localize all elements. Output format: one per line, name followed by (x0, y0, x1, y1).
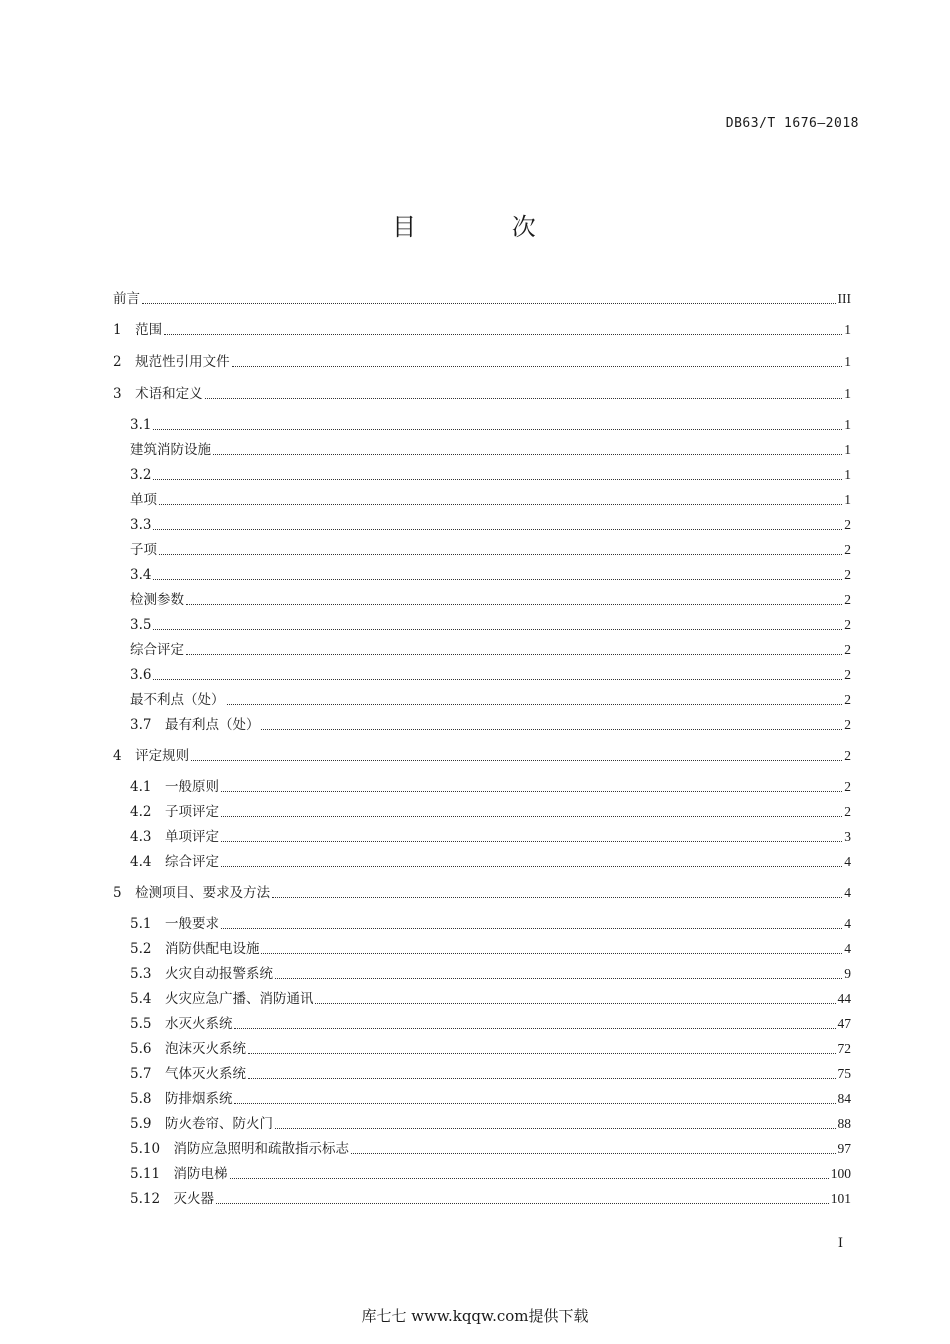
toc-entry-page: 1 (844, 417, 851, 432)
toc-entry-page: 4 (844, 854, 851, 869)
toc-entry-page: 2 (844, 717, 851, 732)
toc-entry-label: 5.10 消防应急照明和疏散指示标志 (130, 1141, 350, 1157)
toc-leader-dots (315, 1002, 835, 1004)
toc-leader-dots (248, 1052, 836, 1054)
toc-leader-dots (221, 815, 842, 817)
toc-entry[interactable] (130, 687, 851, 709)
toc-entry-label: 5.2 消防供配电设施 (130, 941, 260, 957)
toc-entry-page: 4 (844, 916, 851, 931)
toc-leader-dots (186, 653, 842, 655)
toc-leader-dots (153, 478, 842, 480)
toc-entry-page: 97 (837, 1141, 851, 1156)
toc-entry[interactable] (130, 1036, 851, 1058)
toc-entry[interactable] (113, 743, 851, 765)
toc-entry[interactable] (130, 637, 851, 659)
toc-entry[interactable] (113, 381, 851, 403)
toc-entry-page: 1 (844, 442, 851, 457)
toc-leader-dots (227, 703, 843, 705)
toc-leader-dots (230, 1177, 829, 1179)
toc-leader-dots (221, 840, 842, 842)
toc-leader-dots (142, 302, 836, 304)
toc-leader-dots (186, 603, 842, 605)
toc-leader-dots (234, 1102, 835, 1104)
toc-entry[interactable] (130, 936, 851, 958)
toc-entry-page: 2 (844, 804, 851, 819)
toc-entry-page: 2 (844, 642, 851, 657)
toc-entry-page: 2 (844, 667, 851, 682)
toc-entry-label: 5.11 消防电梯 (130, 1166, 228, 1182)
toc-entry-page: 2 (844, 542, 851, 557)
toc-leader-dots (248, 1077, 836, 1079)
toc-leader-dots (153, 428, 842, 430)
toc-leader-dots (164, 333, 842, 335)
toc-entry[interactable] (130, 487, 851, 509)
toc-entry-page: 2 (844, 748, 851, 763)
toc-entry-label: 3.1 (130, 417, 152, 433)
toc-entry-label: 3.6 (130, 667, 152, 683)
toc-entry-page: 4 (844, 941, 851, 956)
toc-leader-dots (221, 790, 842, 792)
toc-entry-page: 2 (844, 617, 851, 632)
page-number: I (837, 1236, 843, 1251)
toc-entry-page: 44 (837, 991, 851, 1006)
toc-entry-page: 2 (844, 517, 851, 532)
toc-entry-label: 5 检测项目、要求及方法 (113, 885, 271, 901)
toc-entry-label: 3.2 (130, 467, 152, 483)
toc-entry[interactable] (130, 1111, 851, 1133)
toc-entry-label: 4.3 单项评定 (130, 829, 219, 845)
toc-entry-label: 3.4 (130, 567, 152, 583)
toc-leader-dots (159, 503, 842, 505)
toc-leader-dots (153, 578, 842, 580)
toc-entry-page: 101 (830, 1191, 851, 1206)
toc-entry-page: 1 (844, 386, 851, 401)
toc-entry-page: 9 (844, 966, 851, 981)
toc-leader-dots (153, 528, 842, 530)
toc-entry[interactable] (130, 562, 851, 584)
toc-entry[interactable] (130, 911, 851, 933)
toc-entry-page: 84 (837, 1091, 851, 1106)
toc-entry[interactable] (130, 537, 851, 559)
toc-leader-dots (221, 865, 842, 867)
toc-entry-page: 1 (844, 492, 851, 507)
toc-entry-page: 47 (837, 1016, 851, 1031)
toc-entry-label: 3.3 (130, 517, 152, 533)
toc-entry-page: 88 (837, 1116, 851, 1131)
toc-entry[interactable] (130, 774, 851, 796)
toc-entry-label: 3.7 最有利点（处） (130, 717, 260, 733)
toc-entry-label: 4.1 一般原则 (130, 779, 219, 795)
toc-entry[interactable] (130, 612, 851, 634)
toc-entry[interactable] (130, 437, 851, 459)
toc-leader-dots (221, 927, 842, 929)
toc-entry[interactable] (113, 317, 851, 339)
toc-entry[interactable] (113, 286, 851, 308)
toc-entry-label: 5.4 火灾应急广播、消防通讯 (130, 991, 314, 1007)
toc-entry-page: 75 (837, 1066, 851, 1081)
toc-entry[interactable] (130, 712, 851, 734)
toc-entry[interactable] (130, 587, 851, 609)
toc-entry-label: 最不利点（处） (130, 692, 225, 708)
toc-entry-page: 1 (844, 322, 851, 337)
toc-entry-label: 3.5 (130, 617, 152, 633)
toc-entry[interactable] (130, 986, 851, 1008)
toc-entry-label: 4 评定规则 (113, 748, 190, 764)
toc-entry-label: 2 规范性引用文件 (113, 354, 230, 370)
toc-entry-page: 2 (844, 592, 851, 607)
toc-leader-dots (232, 365, 843, 367)
toc-leader-dots (234, 1027, 835, 1029)
toc-entry-label: 1 范围 (113, 322, 163, 338)
toc-leader-dots (216, 1202, 829, 1204)
toc-entry-page: 4 (844, 885, 851, 900)
toc-leader-dots (159, 553, 842, 555)
toc-entry-label: 5.5 水灭火系统 (130, 1016, 233, 1032)
toc-leader-dots (351, 1152, 835, 1154)
toc-leader-dots (261, 952, 842, 954)
toc-entry-page: 1 (844, 467, 851, 482)
toc-entry-label: 5.3 火灾自动报警系统 (130, 966, 273, 982)
toc-entry-label: 5.12 灭火器 (130, 1191, 215, 1207)
toc-leader-dots (205, 397, 843, 399)
toc-entry[interactable] (130, 1136, 851, 1158)
toc-entry[interactable] (130, 662, 851, 684)
toc-leader-dots (261, 728, 842, 730)
download-footer: 库七七 www.kqqw.com提供下载 (361, 1307, 589, 1325)
toc-entry-label: 5.9 防火卷帘、防火门 (130, 1116, 273, 1132)
toc-entry-page: 2 (844, 692, 851, 707)
toc-entry[interactable] (130, 1011, 851, 1033)
toc-entry[interactable] (130, 1186, 851, 1208)
toc-leader-dots (153, 628, 842, 630)
toc-entry-label: 5.1 一般要求 (130, 916, 219, 932)
toc-entry-page: 2 (844, 567, 851, 582)
toc-entry-label: 4.4 综合评定 (130, 854, 219, 870)
toc-entry-label: 综合评定 (130, 642, 184, 658)
toc-entry[interactable] (113, 349, 851, 371)
toc-entry-page: 100 (830, 1166, 851, 1181)
document-code: DB63/T 1676—2018 (725, 116, 859, 131)
toc-entry-label: 子项 (130, 542, 157, 558)
toc-entry[interactable] (130, 961, 851, 983)
toc-leader-dots (191, 759, 842, 761)
toc-entry[interactable] (130, 799, 851, 821)
toc-entry-page: 3 (844, 829, 851, 844)
toc-leader-dots (275, 977, 842, 979)
page-title: 目 次 (392, 213, 580, 241)
toc-entry-page: 1 (844, 354, 851, 369)
toc-entry[interactable] (113, 880, 851, 902)
toc-entry[interactable] (130, 824, 851, 846)
toc-entry[interactable] (130, 1161, 851, 1183)
toc-entry-label: 5.8 防排烟系统 (130, 1091, 233, 1107)
toc-leader-dots (213, 453, 842, 455)
toc-entry[interactable] (130, 512, 851, 534)
toc-entry-page: 72 (837, 1041, 851, 1056)
toc-entry-label: 单项 (130, 492, 157, 508)
toc-entry[interactable] (130, 412, 851, 434)
toc-entry-page: III (837, 291, 851, 306)
toc-entry-label: 4.2 子项评定 (130, 804, 219, 820)
toc-entry-page: 2 (844, 779, 851, 794)
toc-leader-dots (153, 678, 842, 680)
toc-leader-dots (272, 896, 842, 898)
toc-entry[interactable] (130, 1086, 851, 1108)
toc-entry-label: 5.7 气体灭火系统 (130, 1066, 246, 1082)
toc-leader-dots (275, 1127, 836, 1129)
toc-entry-label: 5.6 泡沫灭火系统 (130, 1041, 246, 1057)
toc-entry[interactable] (130, 849, 851, 871)
toc-entry-label: 3 术语和定义 (113, 386, 203, 402)
toc-entry-label: 前言 (113, 291, 140, 307)
toc-entry[interactable] (130, 462, 851, 484)
toc-entry-label: 检测参数 (130, 592, 184, 608)
toc-entry-label: 建筑消防设施 (130, 442, 211, 458)
toc-entry[interactable] (130, 1061, 851, 1083)
